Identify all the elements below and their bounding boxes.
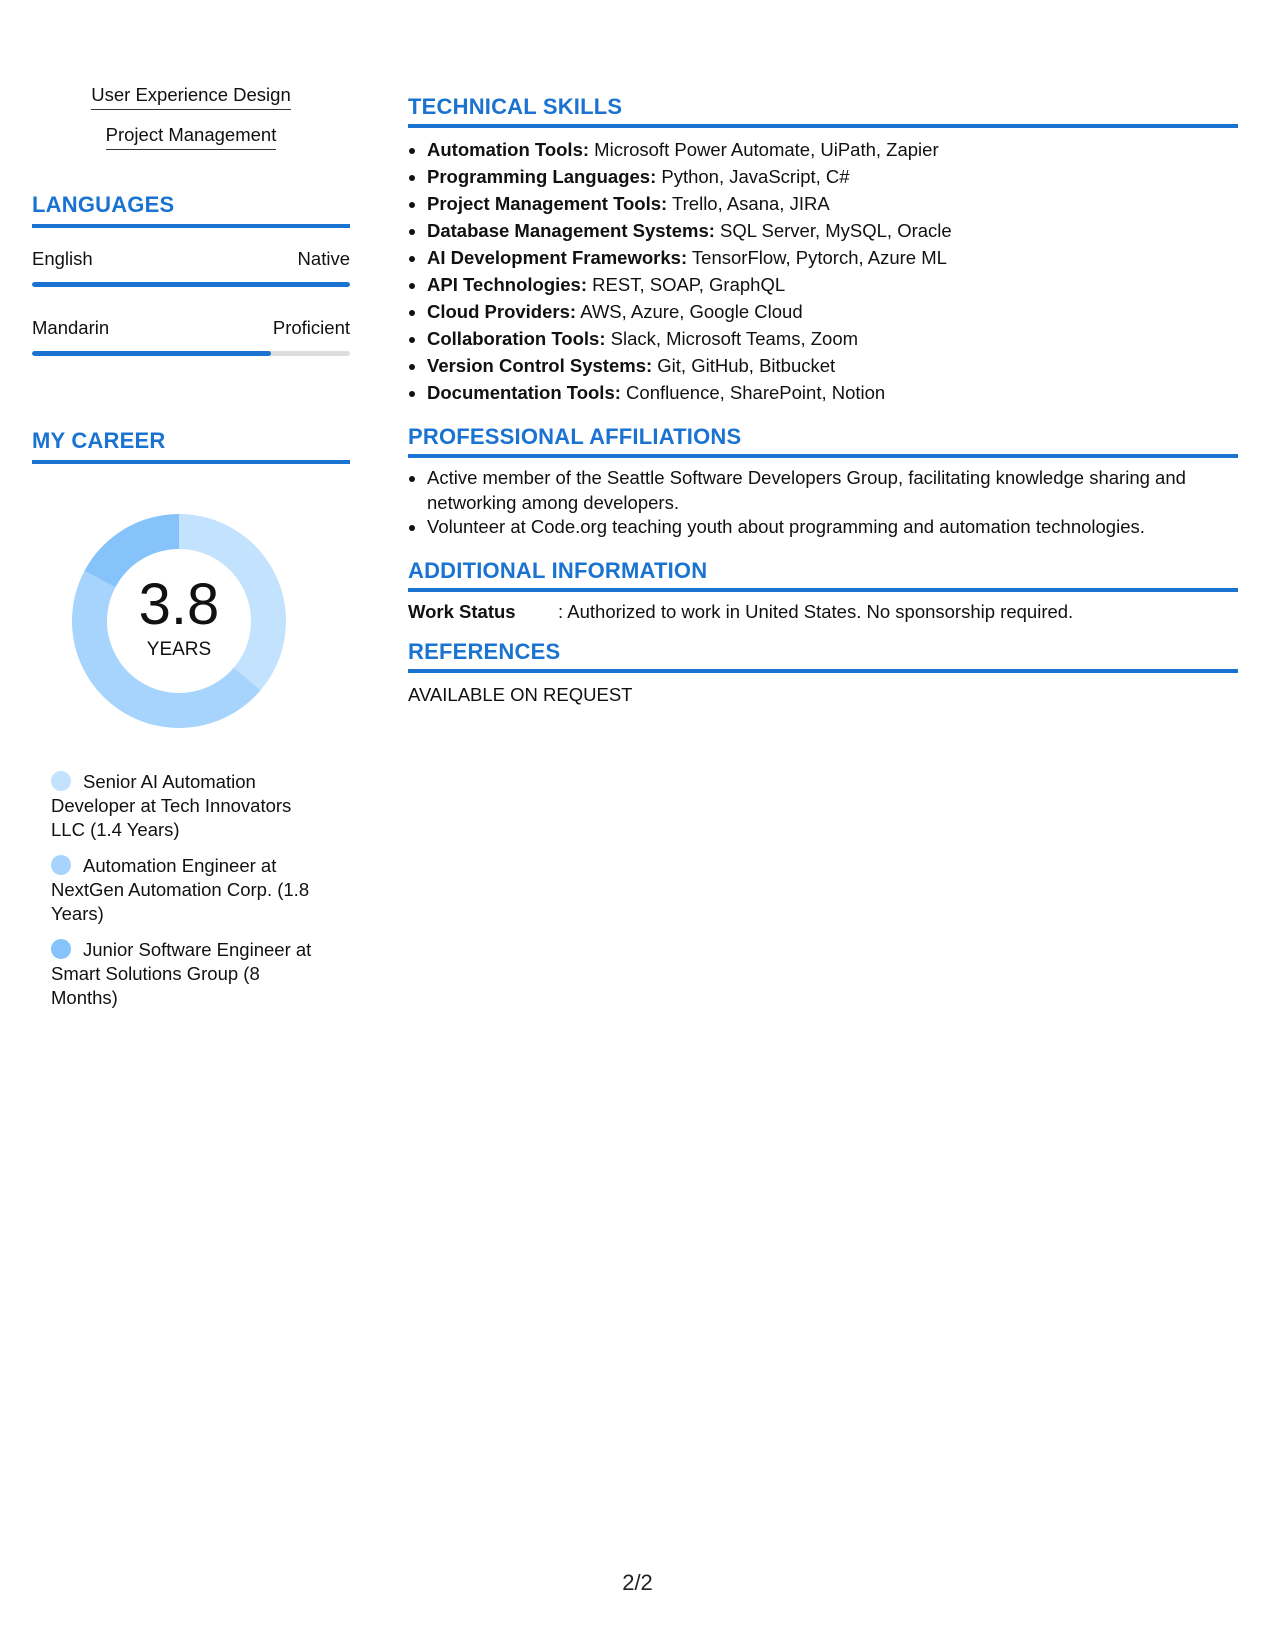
skill-value: Git, GitHub, Bitbucket <box>657 355 836 376</box>
skill-value: TensorFlow, Pytorch, Azure ML <box>691 247 947 268</box>
legend-label: Automation Engineer at NextGen Automation Corp. (1.8 Years) <box>51 855 310 924</box>
affiliations-list <box>408 466 1238 540</box>
list-item: • Volunteer at Code.org teaching youth about programming and automation technologies. <box>427 515 1238 540</box>
list-item <box>427 298 1238 325</box>
left-column <box>32 84 350 1022</box>
skill-label: Version Control Systems: <box>427 355 653 376</box>
skill-value: Microsoft Power Automate, UiPath, Zapier <box>594 139 939 160</box>
work-status-value: : Authorized to work in United States. No sponsorship required. <box>558 600 1074 622</box>
legend-dot <box>51 939 71 959</box>
legend-dot <box>51 771 71 791</box>
technical-skills-heading: TECHNICAL SKILLS <box>408 94 1238 128</box>
legend-item <box>51 770 321 842</box>
donut-center <box>66 508 292 734</box>
list-item <box>427 244 1238 271</box>
skill-tag: Project Management <box>106 124 277 150</box>
skill-value: Python, JavaScript, C# <box>661 166 850 187</box>
references-heading: REFERENCES <box>408 639 1238 673</box>
career-total-value: 3.8 <box>138 572 220 637</box>
technical-skills-list <box>408 136 1238 406</box>
skill-value: REST, SOAP, GraphQL <box>592 274 786 295</box>
career-legend <box>51 770 321 1010</box>
language-level: Proficient <box>272 317 350 338</box>
list-item <box>427 379 1238 406</box>
affiliations-heading: PROFESSIONAL AFFILIATIONS <box>408 424 1238 458</box>
references-text: AVAILABLE ON REQUEST <box>408 683 633 705</box>
additional-info-section <box>408 558 1238 623</box>
legend-label: Junior Software Engineer at Smart Solutions Group (8 Months) <box>51 939 312 1008</box>
language-bar-fill <box>32 351 271 356</box>
skill-tag: User Experience Design <box>91 84 290 110</box>
skill-label: Collaboration Tools: <box>427 328 606 349</box>
skill-label: Automation Tools: <box>427 139 590 160</box>
list-item: • Active member of the Seattle Software Developers Group, facilitating knowledge sharing and networking among developers. <box>427 466 1238 515</box>
language-name: Mandarin <box>32 317 110 338</box>
page-number: 2/2 <box>622 1570 653 1595</box>
language-row-mandarin <box>32 317 350 339</box>
work-status-row <box>408 601 1238 623</box>
skill-label: Cloud Providers: <box>427 301 577 322</box>
career-total-unit: YEARS <box>146 639 212 660</box>
right-column <box>408 94 1238 706</box>
skill-value: Confluence, SharePoint, Notion <box>626 382 886 403</box>
legend-label: Senior AI Automation Developer at Tech Innovators LLC (1.4 Years) <box>51 771 292 840</box>
skill-label: Programming Languages: <box>427 166 657 187</box>
legend-item <box>51 854 321 926</box>
skill-label: API Technologies: <box>427 274 588 295</box>
career-heading: MY CAREER <box>32 428 350 464</box>
skill-value: Slack, Microsoft Teams, Zoom <box>610 328 859 349</box>
legend-dot <box>51 855 71 875</box>
list-item <box>427 136 1238 163</box>
legend-item <box>51 938 321 1010</box>
skill-value: SQL Server, MySQL, Oracle <box>720 220 952 241</box>
skill-value: Trello, Asana, JIRA <box>672 193 830 214</box>
affiliations-section <box>408 424 1238 540</box>
language-name: English <box>32 248 93 269</box>
list-item <box>427 217 1238 244</box>
list-item <box>427 352 1238 379</box>
additional-info-heading: ADDITIONAL INFORMATION <box>408 558 1238 592</box>
language-bar-fill <box>32 282 350 287</box>
skill-label: Project Management Tools: <box>427 193 668 214</box>
language-bar-english <box>32 282 350 287</box>
list-item <box>427 190 1238 217</box>
skill-label: Database Management Systems: <box>427 220 715 241</box>
language-level: Native <box>297 248 350 269</box>
career-donut-chart <box>66 508 292 734</box>
list-item <box>427 271 1238 298</box>
references-section <box>408 639 1238 706</box>
languages-heading: LANGUAGES <box>32 192 350 228</box>
skill-label: Documentation Tools: <box>427 382 621 403</box>
language-bar-mandarin <box>32 351 350 356</box>
work-status-label: Work Status <box>408 600 516 622</box>
skill-tags <box>32 84 350 150</box>
skill-value: AWS, Azure, Google Cloud <box>580 301 803 322</box>
list-item <box>427 325 1238 352</box>
list-item <box>427 163 1238 190</box>
language-row-english <box>32 248 350 270</box>
skill-label: AI Development Frameworks: <box>427 247 688 268</box>
